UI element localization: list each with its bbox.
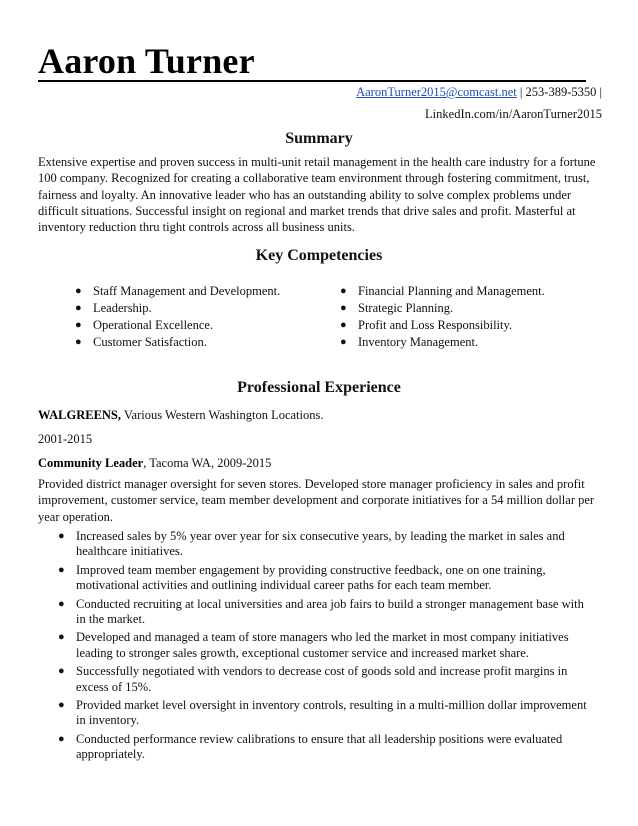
name-header <box>38 42 586 82</box>
list-item <box>340 334 590 351</box>
phone-number: | 253-389-5350 | <box>516 85 602 99</box>
list-item <box>58 698 588 729</box>
list-item <box>75 300 325 317</box>
employer-name: WALGREENS, <box>38 408 122 422</box>
competencies-heading: Key Competencies <box>255 247 383 264</box>
employer-line <box>38 407 324 423</box>
list-item-text: Financial Planning and Management. <box>358 284 545 298</box>
list-item-text: Conducted performance review calibrations to ensure that all leadership positions were evaluated appropriately. <box>76 731 563 762</box>
candidate-name: Aaron Turner <box>38 41 255 81</box>
list-item <box>58 630 588 661</box>
bullet-icon: ● <box>58 732 65 745</box>
bullet-icon: ● <box>58 665 65 678</box>
bullet-icon: ● <box>75 336 82 348</box>
email-link[interactable]: AaronTurner2015@comcast.net <box>356 85 517 99</box>
role-description: Provided district manager oversight for seven stores. Developed store manager proficiency in sales and profit improvement, customer service, team member development and corporate initiatives for a 54 million dollar per year operation. <box>38 477 595 524</box>
list-item-text: Inventory Management. <box>358 335 479 349</box>
bullet-icon: ● <box>75 319 82 331</box>
list-item <box>340 300 590 317</box>
bullet-icon: ● <box>340 285 347 297</box>
list-item-text: Increased sales by 5% year over year for six consecutive years, by leading the market in sales and healthcare initiatives. <box>76 529 565 559</box>
bullet-icon: ● <box>58 631 65 644</box>
list-item-text: Leadership. <box>93 301 152 315</box>
employer-location: Various Western Washington Locations. <box>121 408 324 422</box>
responsibilities-list <box>58 529 588 766</box>
list-item-text: Successfully negotiated with vendors to decrease cost of goods sold and increase profit margins in excess of 15%. <box>76 664 568 694</box>
list-item <box>58 563 588 594</box>
bullet-icon: ● <box>58 597 65 610</box>
list-item-text: Customer Satisfaction. <box>93 335 207 349</box>
list-item <box>340 317 590 334</box>
summary-heading: Summary <box>285 130 353 147</box>
bullet-icon: ● <box>58 563 65 576</box>
list-item <box>340 283 590 300</box>
linkedin-url: LinkedIn.com/in/AaronTurner2015 <box>425 107 602 121</box>
list-item <box>75 334 325 351</box>
list-item-text: Operational Excellence. <box>93 318 214 332</box>
role-detail: , Tacoma WA, 2009-2015 <box>143 456 272 470</box>
list-item <box>75 317 325 334</box>
bullet-icon: ● <box>340 319 347 331</box>
experience-heading: Professional Experience <box>237 379 401 396</box>
list-item <box>58 597 588 628</box>
bullet-icon: ● <box>75 302 82 314</box>
contact-line <box>356 84 602 100</box>
list-item <box>58 664 588 695</box>
list-item <box>75 283 325 300</box>
list-item-text: Improved team member engagement by providing constructive feedback, one on one training, motivational activities and outlining individual career paths for each team member. <box>76 562 546 593</box>
bullet-icon: ● <box>58 699 65 712</box>
bullet-icon: ● <box>340 302 347 314</box>
bullet-icon: ● <box>58 530 65 542</box>
list-item-text: Profit and Loss Responsibility. <box>358 318 513 332</box>
list-item <box>58 529 588 560</box>
list-item-text: Staff Management and Development. <box>93 284 281 298</box>
list-item-text: Conducted recruiting at local universities and area job fairs to build a stronger management base with in the market. <box>76 596 584 627</box>
list-item-text: Provided market level oversight in inventory controls, resulting in a multi-million dollar improvement in inventory. <box>76 698 587 728</box>
employment-dates: 2001-2015 <box>38 432 93 446</box>
summary-text: Extensive expertise and proven success in multi-unit retail management in the health care industry for a fortune 100 company. Recognized for creating a collaborative team environment through fostering commitment, trust, fairness and loyalty. An innovative leader who has an outstanding ability to solve complex problems under difficult situations. Successful insight on regional and market trends that drive sales and profit. Masterful at inventory reduction thru tight controls across all business units. <box>38 155 596 235</box>
role-title: Community Leader <box>38 456 144 470</box>
role-line <box>38 455 271 471</box>
list-item-text: Developed and managed a team of store managers who led the market in most company initiatives leading to stronger sales growth, exceptional customer service and increased market share. <box>76 630 569 660</box>
list-item <box>58 732 588 763</box>
list-item-text: Strategic Planning. <box>358 301 454 315</box>
competencies-left-list <box>75 283 325 351</box>
bullet-icon: ● <box>340 336 347 348</box>
bullet-icon: ● <box>75 285 82 297</box>
competencies-right-list <box>340 283 590 351</box>
